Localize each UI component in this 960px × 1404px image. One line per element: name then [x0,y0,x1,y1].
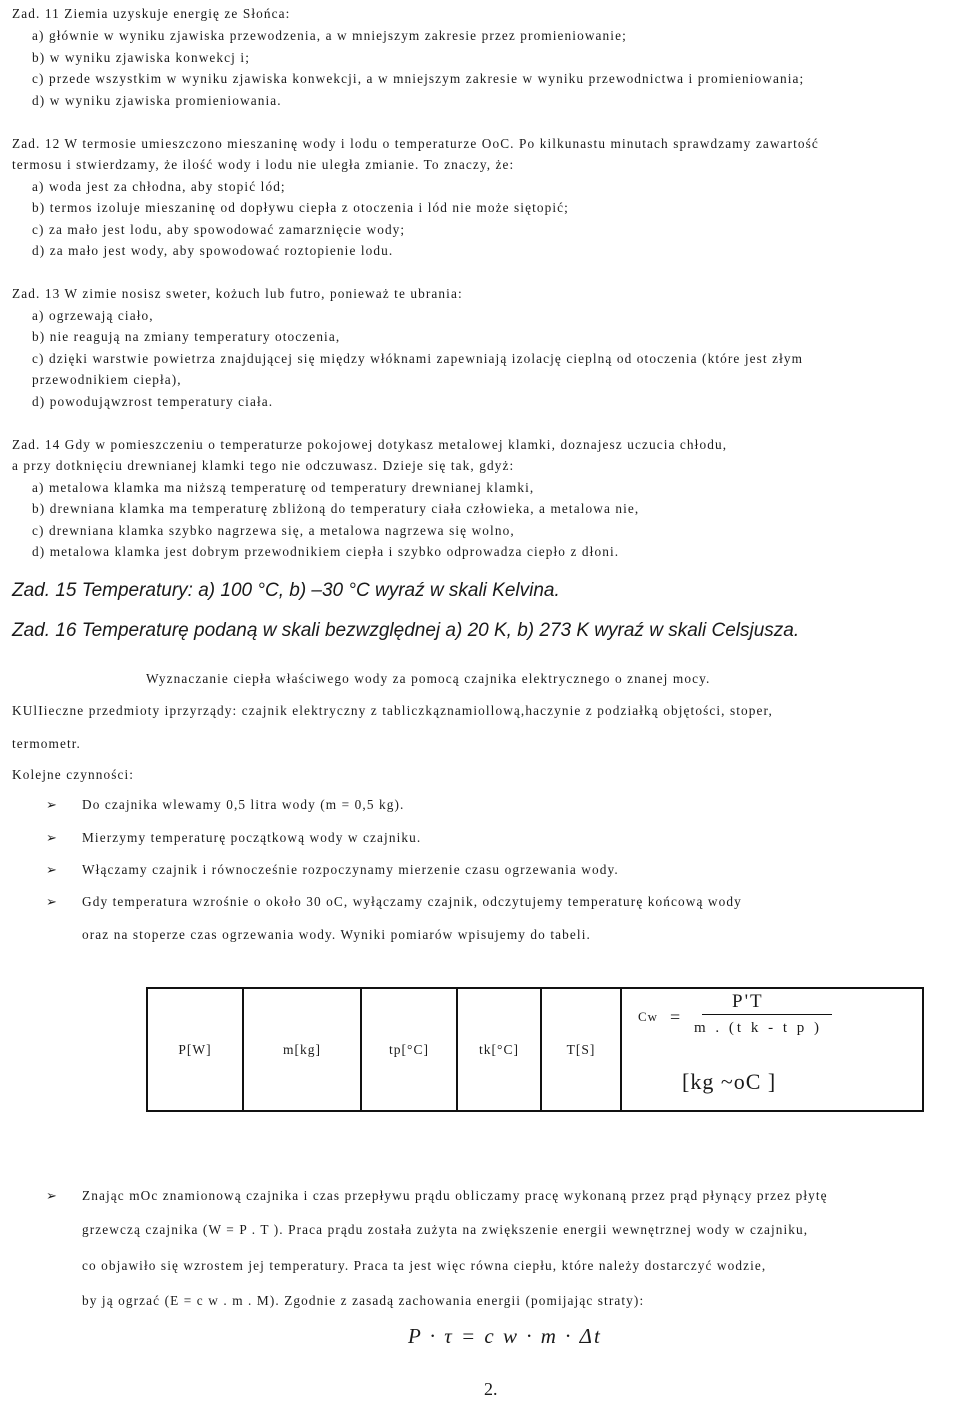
page-number: 2. [484,1379,498,1399]
step-5: Znając mOc znamionową czajnika i czas przepływu prądu obliczamy pracę wykonaną przez prąd płynący przez płytę [82,1188,828,1203]
task12-option-d: d) za mało jest wody, aby spowodować roztopienie lodu. [32,243,394,258]
step-4-cont: oraz na stoperze czas ogrzewania wody. Wyniki pomiarów wpisujemy do tabeli. [82,927,591,942]
table-header-time: T[S] [541,988,621,1111]
step-3: Włączamy czajnik i równocześnie rozpoczynamy mierzenie czasu ogrzewania wody. [82,862,619,877]
bullet-arrow-icon: ➢ [46,1188,57,1203]
step-5-cont-3: by ją ogrzać (E = c w . m . M). Zgodnie z zasadą zachowania energii (pomijając straty): [82,1293,645,1308]
cw-label: Cw [638,1009,659,1024]
table-row [147,988,923,1111]
bullet-arrow-icon: ➢ [46,830,57,845]
step-5-cont-2: co objawiło się wzrostem jej temperatury. Praca ta jest więc równa ciepłu, które należy dostarczyć wodzie, [82,1258,767,1273]
task11-option-b: b) w wyniku zjawiska konwekcj i; [32,50,250,65]
task12-option-c: c) za mało jest lodu, aby spowodować zamarznięcie wody; [32,222,406,237]
task11-option-a: a) głównie w wyniku zjawiska przewodzenia, a w mniejszym zakresie przez promieniowanie; [32,28,627,43]
step-4: Gdy temperatura wzrośnie o około 30 oC, wyłączamy czajnik, odczytujemy temperaturę końcową wody [82,894,742,909]
task13-option-d: d) powodująwzrost temperatury ciała. [32,394,274,409]
task12-option-b: b) termos izoluje mieszaninę od dopływu ciepła z otoczenia i lód nie może siętopić; [32,200,569,215]
task13-title: Zad. 13 W zimie nosisz sweter, kożuch lub futro, ponieważ te ubrania: [12,286,463,301]
step-1: Do czajnika wlewamy 0,5 litra wody (m = 0,5 kg). [82,797,405,812]
table-header-power: P[W] [147,988,243,1111]
table-header-specific-heat [621,988,923,1111]
table-header-initial-temp: tp[°C] [361,988,457,1111]
bullet-arrow-icon: ➢ [46,894,57,909]
specific-heat-formula [622,989,922,1110]
cw-denominator: m . (t k - t p ) [694,1020,822,1036]
cw-equals: = [670,1007,682,1027]
task14-option-c: c) drewniana klamka szybko nagrzewa się, a metalowa nagrzewa się wolno, [32,523,515,538]
experiment-tools: KUlIieczne przedmioty iprzyrządy: czajnik elektryczny z tabliczkąznamiollową,haczynie z podziałką objętości, stoper, [12,703,773,718]
task16: Zad. 16 Temperaturę podaną w skali bezwzględnej a) 20 K, b) 273 K wyraź w skali Celsjusza. [12,620,800,641]
task13-option-b: b) nie reagują na zmiany temperatury otoczenia, [32,329,341,344]
table-header-final-temp: tk[°C] [457,988,541,1111]
bullet-arrow-icon: ➢ [46,797,57,812]
experiment-tools-cont: termometr. [12,736,81,751]
steps-header: Kolejne czynności: [12,767,135,782]
task11-option-d: d) w wyniku zjawiska promieniowania. [32,93,282,108]
bullet-arrow-icon: ➢ [46,862,57,877]
task13-option-c: c) dzięki warstwie powietrza znajdującej się między włóknami zapewniają izolację cieplną od otoczenia (które jest złym [32,351,804,366]
task15: Zad. 15 Temperatury: a) 100 °C, b) –30 °C wyraź w skali Kelvina. [12,580,560,601]
step-5-cont-1: grzewczą czajnika (W = P . T ). Praca prądu została zużyta na zwiększenie energii wewnętrznej wody w czajniku, [82,1222,809,1237]
fraction-bar [702,1014,832,1015]
task13-option-c-cont: przewodnikiem ciepła), [32,372,182,387]
measurement-table [146,987,924,1112]
task14-option-b: b) drewniana klamka ma temperaturę zbliżoną do temperatury ciała człowieka, a metalowa nie, [32,501,640,516]
task14-line2: a przy dotknięciu drewnianej klamki tego nie odczuwasz. Dzieje się tak, gdyż: [12,458,515,473]
task14-option-a: a) metalowa klamka ma niższą temperaturę od temperatury drewnianej klamki, [32,480,535,495]
step-2: Mierzymy temperaturę początkową wody w czajniku. [82,830,422,845]
task14-line1: Zad. 14 Gdy w pomieszczeniu o temperaturze pokojowej dotykasz metalowej klamki, doznajesz uczucia chłodu, [12,437,728,452]
energy-formula: P · τ = c w · m · Δt [408,1324,602,1348]
cw-unit: [kg ~oC ] [682,1069,777,1094]
task12-option-a: a) woda jest za chłodna, aby stopić lód; [32,179,286,194]
experiment-title: Wyznaczanie ciepła właściwego wody za pomocą czajnika elektrycznego o znanej mocy. [146,671,711,686]
task14-option-d: d) metalowa klamka jest dobrym przewodnikiem ciepła i szybko odprowadza ciepło z dłoni. [32,544,620,559]
task12-line2: termosu i stwierdzamy, że ilość wody i lodu nie uległa zmianie. To znaczy, że: [12,157,515,172]
task13-option-a: a) ogrzewają ciało, [32,308,154,323]
cw-numerator: P'T [732,991,764,1012]
task12-line1: Zad. 12 W termosie umieszczono mieszaninę wody i lodu o temperaturze OoC. Po kilkunastu minutach sprawdzamy zawartość [12,136,819,151]
table-header-mass: m[kg] [243,988,361,1111]
task11-option-c: c) przede wszystkim w wyniku zjawiska konwekcji, a w mniejszym zakresie w wyniku przewodnictwa i promieniowania; [32,71,805,86]
task11-title: Zad. 11 Ziemia uzyskuje energię ze Słońca: [12,6,291,21]
